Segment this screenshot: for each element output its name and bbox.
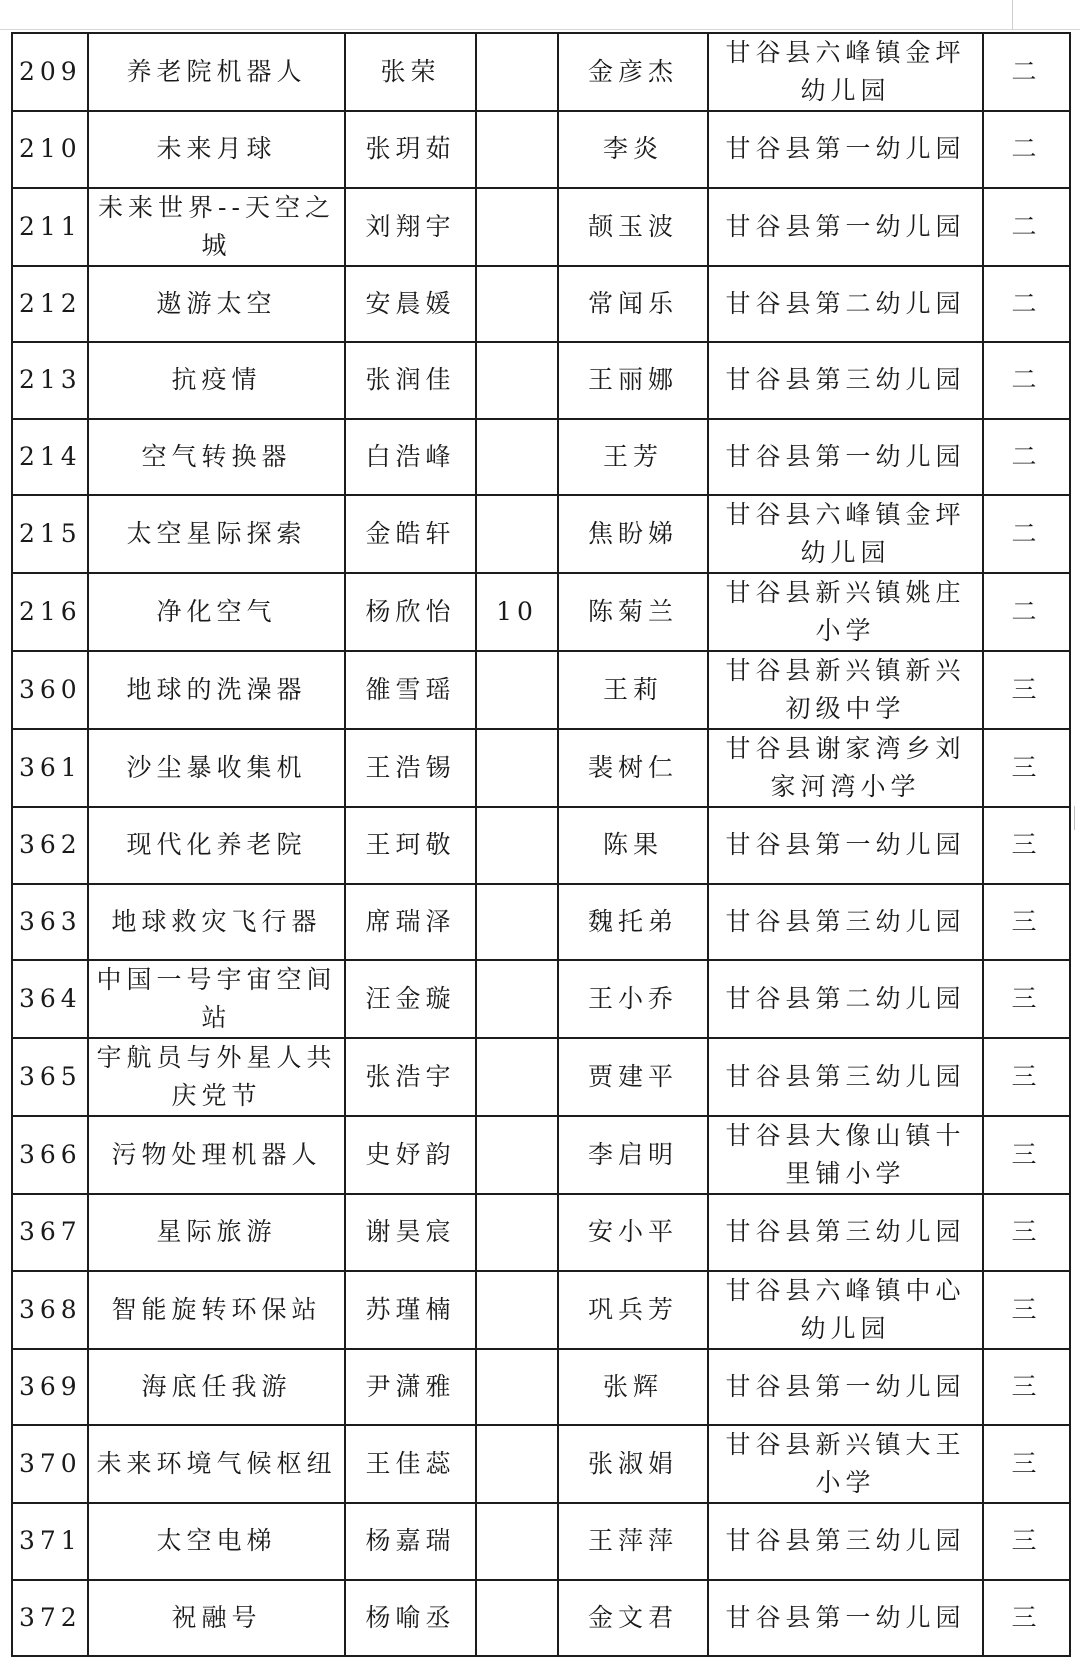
entry-number-cell: 363 [12, 884, 88, 961]
entry-number-cell: 365 [12, 1038, 88, 1116]
work-title-cell: 未来世界--天空之城 [88, 188, 345, 266]
count-cell [476, 33, 558, 111]
entry-number-cell: 214 [12, 419, 88, 496]
school-cell: 甘谷县第二幼儿园 [708, 960, 983, 1038]
work-title-cell: 地球救灾飞行器 [88, 884, 345, 961]
work-title-cell: 沙尘暴收集机 [88, 729, 345, 807]
teacher-cell: 金彦杰 [558, 33, 708, 111]
work-title-cell: 太空星际探索 [88, 495, 345, 573]
count-cell [476, 1503, 558, 1580]
school-cell: 甘谷县第三幼儿园 [708, 884, 983, 961]
table-row [12, 1425, 1070, 1503]
count-cell [476, 884, 558, 961]
teacher-cell: 焦盼娣 [558, 495, 708, 573]
school-cell: 甘谷县大像山镇十里铺小学 [708, 1116, 983, 1194]
teacher-cell: 李炎 [558, 111, 708, 188]
entry-number-cell: 364 [12, 960, 88, 1038]
school-cell: 甘谷县第一幼儿园 [708, 1580, 983, 1657]
teacher-cell: 王小乔 [558, 960, 708, 1038]
entry-number-cell: 211 [12, 188, 88, 266]
author-cell: 汪金璇 [345, 960, 476, 1038]
work-title-cell: 地球的洗澡器 [88, 651, 345, 729]
teacher-cell: 张淑娟 [558, 1425, 708, 1503]
work-title-cell: 空气转换器 [88, 419, 345, 496]
award-grade-cell: 二 [983, 111, 1070, 188]
author-cell: 张荣 [345, 33, 476, 111]
award-grade-cell: 三 [983, 1038, 1070, 1116]
award-grade-cell: 三 [983, 960, 1070, 1038]
school-cell: 甘谷县六峰镇金坪幼儿园 [708, 33, 983, 111]
author-cell: 席瑞泽 [345, 884, 476, 961]
count-cell [476, 960, 558, 1038]
count-cell [476, 419, 558, 496]
count-cell [476, 188, 558, 266]
work-title-cell: 未来环境气候枢纽 [88, 1425, 345, 1503]
table-row [12, 266, 1070, 343]
school-cell: 甘谷县第一幼儿园 [708, 1349, 983, 1426]
work-title-cell: 太空电梯 [88, 1503, 345, 1580]
table-row [12, 1271, 1070, 1349]
school-cell: 甘谷县第三幼儿园 [708, 1038, 983, 1116]
entry-number-cell: 215 [12, 495, 88, 573]
teacher-cell: 王芳 [558, 419, 708, 496]
award-grade-cell: 二 [983, 266, 1070, 343]
author-cell: 史妤韵 [345, 1116, 476, 1194]
work-title-cell: 未来月球 [88, 111, 345, 188]
school-cell: 甘谷县第一幼儿园 [708, 807, 983, 884]
teacher-cell: 裴树仁 [558, 729, 708, 807]
work-title-cell: 中国一号宇宙空间站 [88, 960, 345, 1038]
author-cell: 谢昊宸 [345, 1194, 476, 1271]
teacher-cell: 陈菊兰 [558, 573, 708, 651]
teacher-cell: 贾建平 [558, 1038, 708, 1116]
teacher-cell: 王莉 [558, 651, 708, 729]
work-title-cell: 污物处理机器人 [88, 1116, 345, 1194]
teacher-cell: 颉玉波 [558, 188, 708, 266]
entry-number-cell: 210 [12, 111, 88, 188]
count-cell [476, 1116, 558, 1194]
author-cell: 王珂敬 [345, 807, 476, 884]
teacher-cell: 安小平 [558, 1194, 708, 1271]
award-grade-cell: 三 [983, 1116, 1070, 1194]
author-cell: 张玥茹 [345, 111, 476, 188]
award-grade-cell: 三 [983, 1271, 1070, 1349]
school-cell: 甘谷县第三幼儿园 [708, 1194, 983, 1271]
teacher-cell: 陈果 [558, 807, 708, 884]
school-cell: 甘谷县第三幼儿园 [708, 342, 983, 419]
award-grade-cell: 三 [983, 807, 1070, 884]
author-cell: 金皓轩 [345, 495, 476, 573]
page-top-rule [0, 0, 1080, 30]
count-cell [476, 729, 558, 807]
author-cell: 张浩宇 [345, 1038, 476, 1116]
work-title-cell: 宇航员与外星人共庆党节 [88, 1038, 345, 1116]
author-cell: 雒雪瑶 [345, 651, 476, 729]
author-cell: 张润佳 [345, 342, 476, 419]
work-title-cell: 抗疫情 [88, 342, 345, 419]
entry-number-cell: 216 [12, 573, 88, 651]
table-row [12, 419, 1070, 496]
count-cell [476, 111, 558, 188]
award-grade-cell: 二 [983, 419, 1070, 496]
work-title-cell: 遨游太空 [88, 266, 345, 343]
table-row [12, 495, 1070, 573]
entry-number-cell: 370 [12, 1425, 88, 1503]
table-row [12, 807, 1070, 884]
author-cell: 杨喻丞 [345, 1580, 476, 1657]
award-grade-cell: 二 [983, 33, 1070, 111]
author-cell: 苏瑾楠 [345, 1271, 476, 1349]
work-title-cell: 祝融号 [88, 1580, 345, 1657]
award-list-table [11, 32, 1071, 1657]
award-grade-cell: 二 [983, 188, 1070, 266]
award-grade-cell: 三 [983, 651, 1070, 729]
entry-number-cell: 209 [12, 33, 88, 111]
entry-number-cell: 369 [12, 1349, 88, 1426]
school-cell: 甘谷县第一幼儿园 [708, 419, 983, 496]
table-row [12, 1580, 1070, 1657]
table-row [12, 111, 1070, 188]
award-grade-cell: 二 [983, 342, 1070, 419]
count-cell [476, 1580, 558, 1657]
author-cell: 刘翔宇 [345, 188, 476, 266]
award-grade-cell: 二 [983, 573, 1070, 651]
work-title-cell: 净化空气 [88, 573, 345, 651]
award-grade-cell: 三 [983, 1580, 1070, 1657]
work-title-cell: 现代化养老院 [88, 807, 345, 884]
count-cell [476, 1349, 558, 1426]
count-cell [476, 1271, 558, 1349]
count-cell [476, 266, 558, 343]
count-cell [476, 342, 558, 419]
award-grade-cell: 三 [983, 1194, 1070, 1271]
entry-number-cell: 360 [12, 651, 88, 729]
count-cell: 10 [476, 573, 558, 651]
award-grade-cell: 二 [983, 495, 1070, 573]
school-cell: 甘谷县第一幼儿园 [708, 111, 983, 188]
table-row [12, 729, 1070, 807]
table-row [12, 960, 1070, 1038]
school-cell: 甘谷县新兴镇大王小学 [708, 1425, 983, 1503]
teacher-cell: 王萍萍 [558, 1503, 708, 1580]
award-grade-cell: 三 [983, 1503, 1070, 1580]
table-row [12, 1503, 1070, 1580]
school-cell: 甘谷县新兴镇新兴初级中学 [708, 651, 983, 729]
count-cell [476, 1038, 558, 1116]
table-row [12, 884, 1070, 961]
count-cell [476, 1194, 558, 1271]
school-cell: 甘谷县新兴镇姚庄小学 [708, 573, 983, 651]
school-cell: 甘谷县第二幼儿园 [708, 266, 983, 343]
table-row [12, 188, 1070, 266]
author-cell: 尹潇雅 [345, 1349, 476, 1426]
page-side-tick [1074, 806, 1075, 830]
table-row [12, 573, 1070, 651]
author-cell: 杨欣怡 [345, 573, 476, 651]
work-title-cell: 星际旅游 [88, 1194, 345, 1271]
entry-number-cell: 367 [12, 1194, 88, 1271]
table-row [12, 1349, 1070, 1426]
teacher-cell: 金文君 [558, 1580, 708, 1657]
entry-number-cell: 372 [12, 1580, 88, 1657]
teacher-cell: 常闻乐 [558, 266, 708, 343]
table-row [12, 342, 1070, 419]
work-title-cell: 智能旋转环保站 [88, 1271, 345, 1349]
teacher-cell: 王丽娜 [558, 342, 708, 419]
author-cell: 杨嘉瑞 [345, 1503, 476, 1580]
award-grade-cell: 三 [983, 729, 1070, 807]
page-margin-tick [1012, 0, 1013, 30]
entry-number-cell: 366 [12, 1116, 88, 1194]
count-cell [476, 1425, 558, 1503]
award-rows [12, 33, 1070, 1656]
entry-number-cell: 213 [12, 342, 88, 419]
author-cell: 王浩锡 [345, 729, 476, 807]
entry-number-cell: 212 [12, 266, 88, 343]
table-row [12, 651, 1070, 729]
table-row [12, 1116, 1070, 1194]
teacher-cell: 张辉 [558, 1349, 708, 1426]
count-cell [476, 651, 558, 729]
entry-number-cell: 361 [12, 729, 88, 807]
author-cell: 王佳蕊 [345, 1425, 476, 1503]
count-cell [476, 495, 558, 573]
entry-number-cell: 368 [12, 1271, 88, 1349]
table-row [12, 1038, 1070, 1116]
table-row [12, 1194, 1070, 1271]
work-title-cell: 养老院机器人 [88, 33, 345, 111]
work-title-cell: 海底任我游 [88, 1349, 345, 1426]
award-grade-cell: 三 [983, 1349, 1070, 1426]
teacher-cell: 李启明 [558, 1116, 708, 1194]
school-cell: 甘谷县第三幼儿园 [708, 1503, 983, 1580]
teacher-cell: 魏托弟 [558, 884, 708, 961]
teacher-cell: 巩兵芳 [558, 1271, 708, 1349]
school-cell: 甘谷县六峰镇中心幼儿园 [708, 1271, 983, 1349]
count-cell [476, 807, 558, 884]
entry-number-cell: 371 [12, 1503, 88, 1580]
school-cell: 甘谷县第一幼儿园 [708, 188, 983, 266]
author-cell: 白浩峰 [345, 419, 476, 496]
award-grade-cell: 三 [983, 884, 1070, 961]
school-cell: 甘谷县六峰镇金坪幼儿园 [708, 495, 983, 573]
entry-number-cell: 362 [12, 807, 88, 884]
school-cell: 甘谷县谢家湾乡刘家河湾小学 [708, 729, 983, 807]
award-grade-cell: 三 [983, 1425, 1070, 1503]
table-row [12, 33, 1070, 111]
author-cell: 安晨媛 [345, 266, 476, 343]
